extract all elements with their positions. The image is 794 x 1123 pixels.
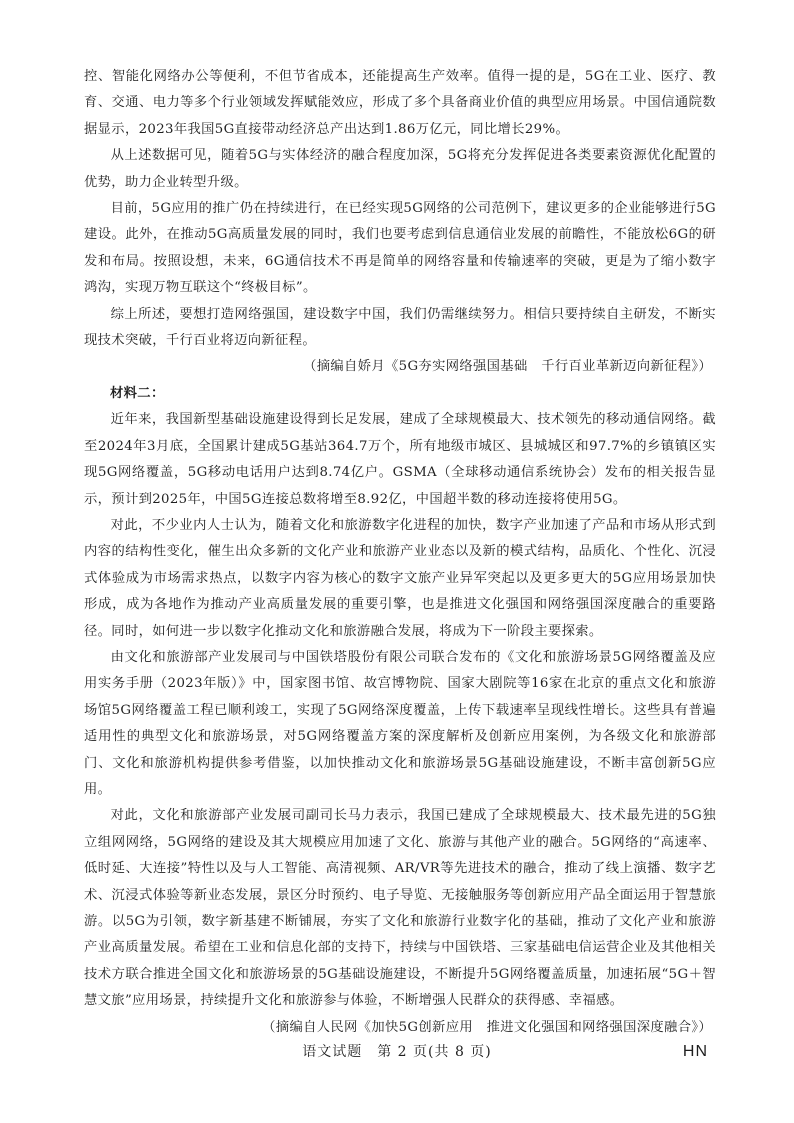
page-footer <box>0 1040 794 1064</box>
paragraph: 综上所述，要想打造网络强国，建设数字中国，我们仍需继续努力。相信只要持续自主研发，不断实现技术突破，千行百业将迈向新征程。 <box>84 306 716 349</box>
paragraph: 控、智能化网络办公等便利，不但节省成本，还能提高生产效率。值得一提的是，5G在工业、医疗、教育、交通、电力等多个行业领域发挥赋能效应，形成了多个具备商业价值的典型应用场景。中国信通院数据显示，2023年我国5G直接带动经济总产出达到1.86万亿元，同比增长29%。 <box>84 69 716 137</box>
paragraph: 对此，文化和旅游部产业发展司副司长马力表示，我国已建成了全球规模最大、技术最先进的5G独立组网网络，5G网络的建设及其大规模应用加速了文化、旅游与其他产业的融合。5G网络的“高速率、低时延、大连接”特性以及与人工智能、高清视频、AR/VR等先进技术的融合，推动了线上演播、数字艺术、沉浸式体验等新业态发展，景区分时预约、电子导览、无接触服务等创新应用产品全面运用于智慧旅游。以5G为引领，数字新基建不断铺展，夯实了文化和旅游行业数字化的基础，推动了文化产业和旅游产业高质量发展。希望在工业和信息化部的支持下，持续与中国铁塔、三家基础电信运营企业及其他相关技术方联合推进全国文化和旅游场景的5G基础设施建设，不断提升5G网络覆盖质量，加速拓展“5G＋智慧文旅”应用场景，持续提升文化和旅游参与体验，不断增强人民群众的获得感、幸福感。 <box>84 808 716 1009</box>
paragraph: 从上述数据可见，随着5G与实体经济的融合程度加深，5G将充分发挥促进各类要素资源优化配置的优势，助力企业转型升级。 <box>84 148 716 190</box>
paragraph: 对此，不少业内人士认为，随着文化和旅游数字化进程的加快，数字产业加速了产品和市场从形式到内容的结构性变化，催生出众多新的文化产业和旅游产业业态以及新的模式结构，品质化、个性化、沉浸式体验成为市场需求热点，以数字内容为核心的数字文旅产业异军突起以及更多更大的5G应用场景加快形成，成为各地作为推动产业高质量发展的重要引擎，也是推进文化强国和网络强国深度融合的重要路径。同时，如何进一步以数字化推动文化和旅游融合发展，将成为下一阶段主要探索。 <box>84 517 716 639</box>
document-body <box>84 64 716 1041</box>
page-number: 语文试题 第 2 页(共 8 页) <box>302 1044 492 1060</box>
source-citation: （摘编自娇月《5G夯实网络强国基础 千行百业革新迈向新征程》） <box>303 359 712 375</box>
region-code: HN <box>682 1043 708 1060</box>
source-citation: （摘编自人民网《加快5G创新应用 推进文化强国和网络强国深度融合》） <box>262 1019 712 1035</box>
material-heading: 材料二： <box>110 385 165 401</box>
paragraph: 由文化和旅游部产业发展司与中国铁塔股份有限公司联合发布的《文化和旅游场景5G网络覆盖及应用实务手册（2023年版）》中，国家图书馆、故宫博物院、国家大剧院等16家在北京的重点文化和旅游场馆5G网络覆盖工程已顺利竣工，实现了5G网络深度覆盖，上传下载速率呈现线性增长。这些具有普遍适用性的典型文化和旅游场景，对5G网络覆盖方案的深度解析及创新应用案例，为各级文化和旅游部门、文化和旅游机构提供参考借鉴，以加快推动文化和旅游场景5G基础设施建设，不断丰富创新5G应用。 <box>84 649 716 797</box>
paragraph: 目前，5G应用的推广仍在持续进行，在已经实现5G网络的公司范例下，建议更多的企业能够进行5G建设。此外，在推动5G高质量发展的同时，我们也要考虑到信息通信业发展的前瞻性，不能放松6G的研发和布局。按照设想，未来，6G通信技术不再是简单的网络容量和传输速率的突破，更是为了缩小数字鸿沟，实现万物互联这个“终极目标”。 <box>84 201 716 296</box>
paragraph: 近年来，我国新型基础设施建设得到长足发展，建成了全球规模最大、技术领先的移动通信网络。截至2024年3月底，全国累计建成5G基站364.7万个，所有地级市城区、县城城区和97.7%的乡镇镇区实现5G网络覆盖，5G移动电话用户达到8.74亿户。GSMA（全球移动通信系统协会）发布的相关报告显示，预计到2025年，中国5G连接总数将增至8.92亿，中国超半数的移动连接将使用5G。 <box>84 412 716 507</box>
